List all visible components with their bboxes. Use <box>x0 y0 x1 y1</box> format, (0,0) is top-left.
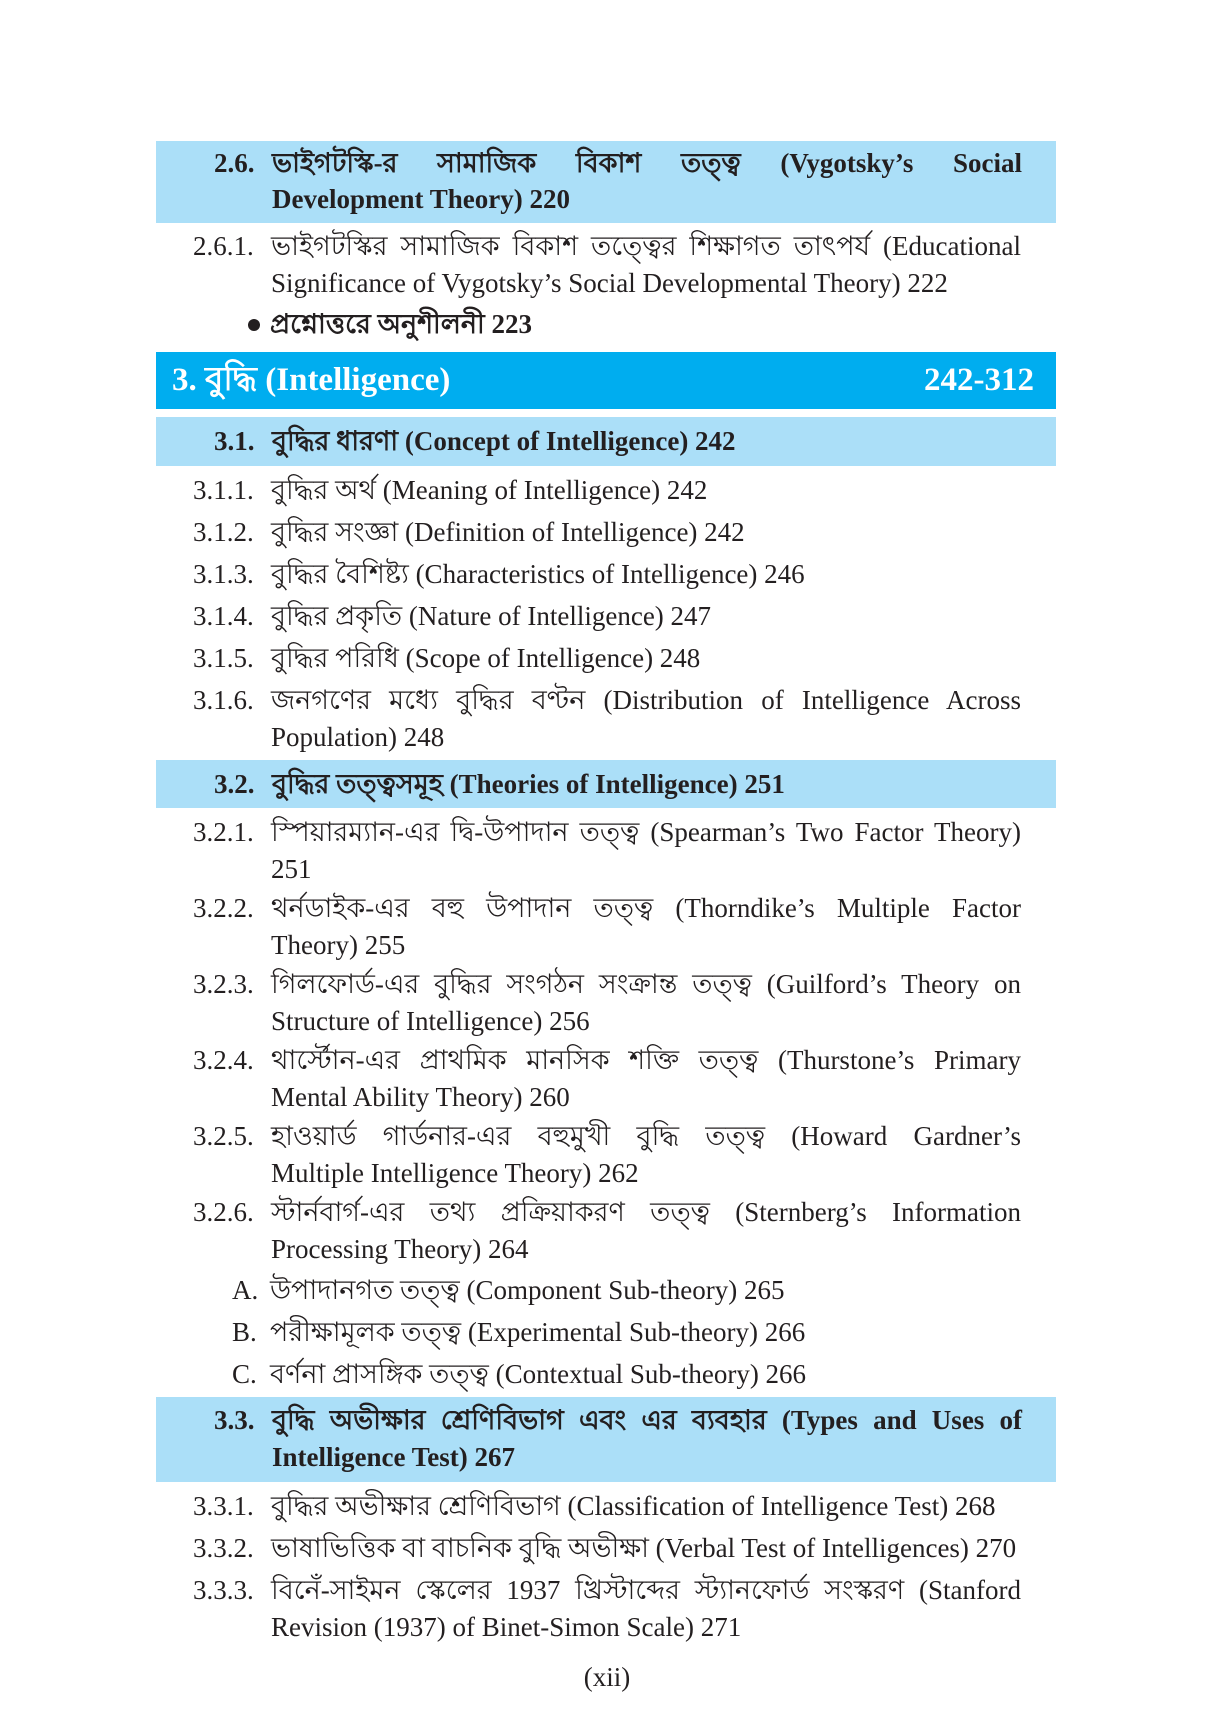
entry-number: 3.2.3. <box>193 969 254 999</box>
subentry-letter: B. <box>232 1317 257 1347</box>
entry-line1: গিলফোর্ড-এর বুদ্ধির সংগঠন সংক্রান্ত তত্ত্ব (Guilford’s Theory on <box>271 969 1021 999</box>
entry-text <box>271 966 1021 1040</box>
entry-line1: থার্স্টোন-এর প্রাথমিক মানসিক শক্তি তত্ত্ব (Thurstone’s Primary <box>271 1045 1021 1075</box>
entry-number: 3.3.1. <box>193 1491 254 1521</box>
subentry-text: উপাদানগত তত্ত্ব (Component Sub-theory) 265 <box>270 1275 785 1305</box>
entry-number: 3.3.3. <box>193 1575 254 1605</box>
entry-text <box>271 1530 1061 1567</box>
section-band-3-1 <box>156 417 1056 466</box>
entry-number: 2.6.1. <box>193 231 254 261</box>
entry-number: 3.2.6. <box>193 1197 254 1227</box>
section-title-line1: বুদ্ধি অভীক্ষার শ্রেণিবিভাগ এবং এর ব্যবহার (Types and Uses of <box>272 1405 1022 1435</box>
entry-line1: বুদ্ধির অভীক্ষার শ্রেণিবিভাগ (Classification of Intelligence Test) 268 <box>271 1491 996 1521</box>
section-band-2-6 <box>156 141 1056 223</box>
entry-number: 3.1.1. <box>193 475 254 505</box>
entry-line1: বুদ্ধির অর্থ (Meaning of Intelligence) 242 <box>271 475 708 505</box>
subentry-letter: A. <box>232 1275 259 1305</box>
entry-line2: Population) 248 <box>271 722 445 752</box>
bullet-icon <box>248 319 260 331</box>
subentry-text: বর্ণনা প্রাসঙ্গিক তত্ত্ব (Contextual Sub-theory) 266 <box>270 1359 807 1389</box>
entry-number: 3.1.5. <box>193 643 254 673</box>
entry-line1: বুদ্ধির সংজ্ঞা (Definition of Intelligence) 242 <box>271 517 745 547</box>
section-title-line2: Intelligence Test) 267 <box>272 1442 515 1472</box>
entry-text <box>271 1572 1021 1646</box>
entry-line2: Multiple Intelligence Theory) 262 <box>271 1158 639 1188</box>
entry-text <box>271 598 1021 635</box>
entry-line1: ভাইগটস্কির সামাজিক বিকাশ তত্ত্বের শিক্ষাগত তাৎপর্য (Educational <box>271 231 1021 261</box>
entry-text <box>271 1042 1021 1116</box>
entry-number: 3.1.6. <box>193 685 254 715</box>
entry-number: 3.2.1. <box>193 817 254 847</box>
entry-text <box>271 472 1021 509</box>
entry-line1: জনগণের মধ্যে বুদ্ধির বণ্টন (Distribution of Intelligence Across <box>271 685 1021 715</box>
entry-line1: বিনেঁ-সাইমন স্কেলের 1937 খ্রিস্টাব্দের স্ট্যানফোর্ড সংস্করণ (Stanford <box>271 1575 1021 1605</box>
subentry-letter: C. <box>232 1359 257 1389</box>
section-title-line2: Development Theory) 220 <box>272 184 570 214</box>
chapter-band-3 <box>156 352 1056 409</box>
entry-number: 3.2.2. <box>193 893 254 923</box>
entry-line1: হাওয়ার্ড গার্ডনার-এর বহুমুখী বুদ্ধি তত্ত্ব (Howard Gardner’s <box>271 1121 1021 1151</box>
entry-number: 3.2.5. <box>193 1121 254 1151</box>
entry-number: 3.1.4. <box>193 601 254 631</box>
entry-line2: Mental Ability Theory) 260 <box>271 1082 570 1112</box>
entry-text <box>271 1194 1021 1268</box>
entry-line2: Theory) 255 <box>271 930 406 960</box>
chapter-heading-3[interactable] <box>172 352 1034 409</box>
entry-text <box>271 682 1021 756</box>
section-band-3-3 <box>156 1397 1056 1482</box>
entry-text <box>271 514 1021 551</box>
entry-text <box>271 814 1021 888</box>
subentry-text: পরীক্ষামূলক তত্ত্ব (Experimental Sub-theory) 266 <box>270 1317 806 1347</box>
section-number: 3.1. <box>214 426 255 456</box>
entry-line2: Significance of Vygotsky’s Social Developmental Theory) 222 <box>271 268 948 298</box>
chapter-title: 3. বুদ্ধি (Intelligence) <box>172 362 451 398</box>
practice-questions-entry[interactable] <box>248 306 532 342</box>
entry-line1: বুদ্ধির প্রকৃতি (Nature of Intelligence) 247 <box>271 601 712 631</box>
entry-number: 3.3.2. <box>193 1533 254 1563</box>
entry-text <box>271 556 1021 593</box>
section-title: বুদ্ধির তত্ত্বসমূহ (Theories of Intelligence) 251 <box>272 769 785 799</box>
entry-text <box>271 640 1021 677</box>
entry-line2: Processing Theory) 264 <box>271 1234 529 1264</box>
entry-number: 3.1.2. <box>193 517 254 547</box>
entry-line1: ভাষাভিত্তিক বা বাচনিক বুদ্ধি অভীক্ষা (Verbal Test of Intelligences) 270 <box>271 1533 1017 1563</box>
entry-text <box>271 890 1021 964</box>
entry-text <box>271 1118 1021 1192</box>
chapter-page-range: 242-312 <box>924 362 1034 398</box>
entry-line2: 251 <box>271 854 312 884</box>
entry-line1: বুদ্ধির বৈশিষ্ট্য (Characteristics of Intelligence) 246 <box>271 559 805 589</box>
entry-number: 3.2.4. <box>193 1045 254 1075</box>
section-band-3-2 <box>156 760 1056 808</box>
practice-questions-label: প্রশ্নোত্তরে অনুশীলনী 223 <box>270 309 532 339</box>
entry-line2: Revision (1937) of Binet-Simon Scale) 271 <box>271 1612 742 1642</box>
entry-line1: স্পিয়ারম্যান-এর দ্বি-উপাদান তত্ত্ব (Spearman’s Two Factor Theory) <box>271 817 1021 847</box>
entry-line2: Structure of Intelligence) 256 <box>271 1006 590 1036</box>
entry-line1: স্টার্নবার্গ-এর তথ্য প্রক্রিয়াকরণ তত্ত্ব (Sternberg’s Information <box>271 1197 1021 1227</box>
entry-number: 3.1.3. <box>193 559 254 589</box>
section-number: 2.6. <box>214 148 255 178</box>
entry-text <box>271 1488 1061 1525</box>
section-number: 3.2. <box>214 769 255 799</box>
section-title: বুদ্ধির ধারণা (Concept of Intelligence) 242 <box>272 426 736 456</box>
entry-line1: থর্নডাইক-এর বহু উপাদান তত্ত্ব (Thorndike’s Multiple Factor <box>271 893 1021 923</box>
entry-line1: বুদ্ধির পরিধি (Scope of Intelligence) 248 <box>271 643 701 673</box>
section-title-line1: ভাইগটস্কি-র সামাজিক বিকাশ তত্ত্ব (Vygotsky’s Social <box>272 148 1022 178</box>
section-number: 3.3. <box>214 1405 255 1435</box>
entry-text <box>271 228 1021 302</box>
page-number: (xii) <box>583 1662 631 1692</box>
